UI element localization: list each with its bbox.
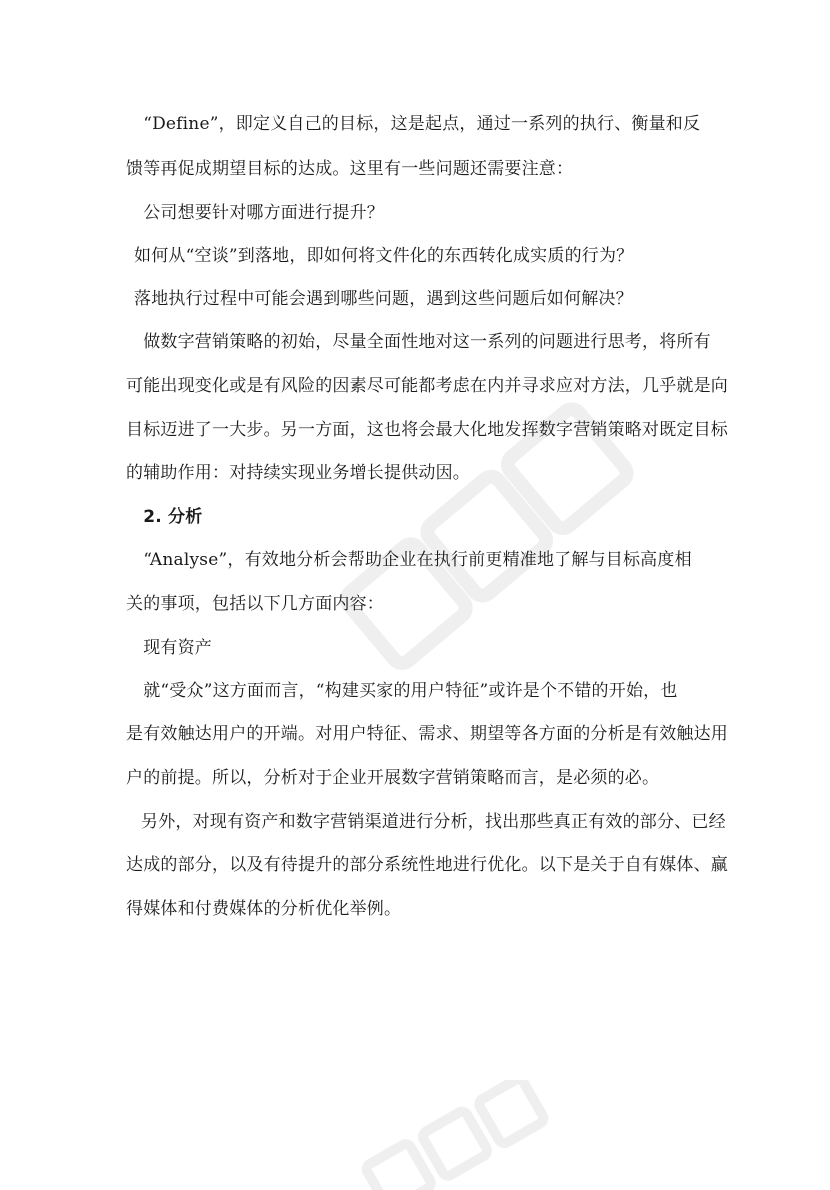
section-heading-analyse: 2. 分析 — [126, 507, 203, 527]
watermark-logo — [300, 350, 680, 730]
question-item-2: 如何从“空谈”到落地，即如何将文件化的东西转化成实质的行为？ — [134, 246, 634, 266]
paragraph-audience-line-2: 是有效触达用户的开端。对用户特征、需求、期望等各方面的分析是有效触达用 — [126, 724, 728, 744]
question-item-3: 落地执行过程中可能会遇到哪些问题，遇到这些问题后如何解决？ — [134, 289, 633, 309]
paragraph-define-line-1: “Define”，即定义自己的目标，这是起点，通过一系列的执行、衡量和反 — [126, 114, 701, 134]
paragraph-strategy-line-4: 的辅助作用：对持续实现业务增长提供动因。 — [126, 463, 470, 483]
paragraph-strategy-line-3: 目标迈进了一大步。另一方面，这也将会最大化地发挥数字营销策略对既定目标 — [126, 420, 728, 440]
paragraph-analyse-line-2: 关的事项，包括以下几方面内容： — [126, 594, 384, 614]
paragraph-audience-line-1: 就“受众”这方面而言，“构建买家的用户特征”或许是个不错的开始，也 — [126, 681, 678, 701]
paragraph-channels-line-1: 另外，对现有资产和数字营销渠道进行分析，找出那些真正有效的部分、已经 — [141, 812, 726, 832]
subheading-existing-assets: 现有资产 — [126, 638, 212, 658]
question-item-1: 公司想要针对哪方面进行提升？ — [126, 203, 384, 223]
paragraph-strategy-line-1: 做数字营销策略的初始，尽量全面性地对这一系列的问题进行思考，将所有 — [126, 332, 711, 352]
paragraph-channels-line-2: 达成的部分，以及有待提升的部分系统性地进行优化。以下是关于自有媒体、赢 — [126, 855, 728, 875]
paragraph-audience-line-3: 户的前提。所以，分析对于企业开展数字营销策略而言，是必须的必。 — [126, 768, 660, 788]
paragraph-define-line-2: 馈等再促成期望目标的达成。这里有一些问题还需要注意： — [126, 159, 574, 179]
paragraph-strategy-line-2: 可能出现变化或是有风险的因素尽可能都考虑在内并寻求应对方法，几乎就是向 — [126, 376, 728, 396]
paragraph-analyse-line-1: “Analyse”，有效地分析会帮助企业在执行前更精准地了解与目标高度相 — [126, 550, 692, 570]
paragraph-channels-line-3: 得媒体和付费媒体的分析优化举例。 — [126, 899, 402, 919]
